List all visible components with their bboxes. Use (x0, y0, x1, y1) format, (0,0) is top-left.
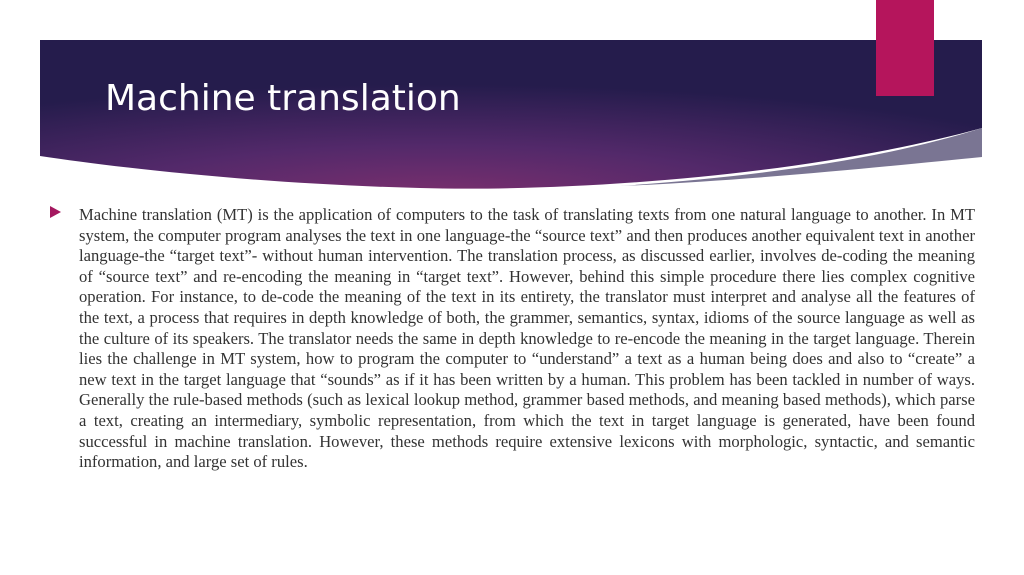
slide-title: Machine translation (105, 78, 461, 119)
accent-tab (876, 0, 934, 96)
body-paragraph: Machine translation (MT) is the application of computers to the task of translating texts from one natural language to another. In MT system, the computer program analyses the text in one language-the “source text” and then produces another equivalent text in another language-the “target text”- without human intervention. The translation process, as discussed earlier, involves de-coding the meaning of “source text” and re-encoding the meaning in “target text”. However, behind this simple procedure there lies complex cognitive operation. For instance, to de-code the meaning of the text in its entirety, the translator must interpret and analyse all the features of the text, a process that requires in depth knowledge of both, the grammer, semantics, syntax, idioms of the source language as well as the culture of its speakers. The translator needs the same in depth knowledge to re-encode the meaning in the target language. Therein lies the challenge in MT system, how to program the computer to “understand” a text as a human being does and also to “create” a new text in the target language that “sounds” as if it has been written by a human. This problem has been tackled in number of ways. Generally the rule-based methods (such as lexical lookup method, grammer based methods, and meaning based methods), which parse a text, creating an intermediary, symbolic representation, from which the text in target language is generated, have been found successful in machine translation. However, these methods require extensive lexicons with morphologic, syntactic, and semantic information, and large set of rules. (79, 205, 975, 472)
bullet-arrow-icon (50, 206, 61, 218)
